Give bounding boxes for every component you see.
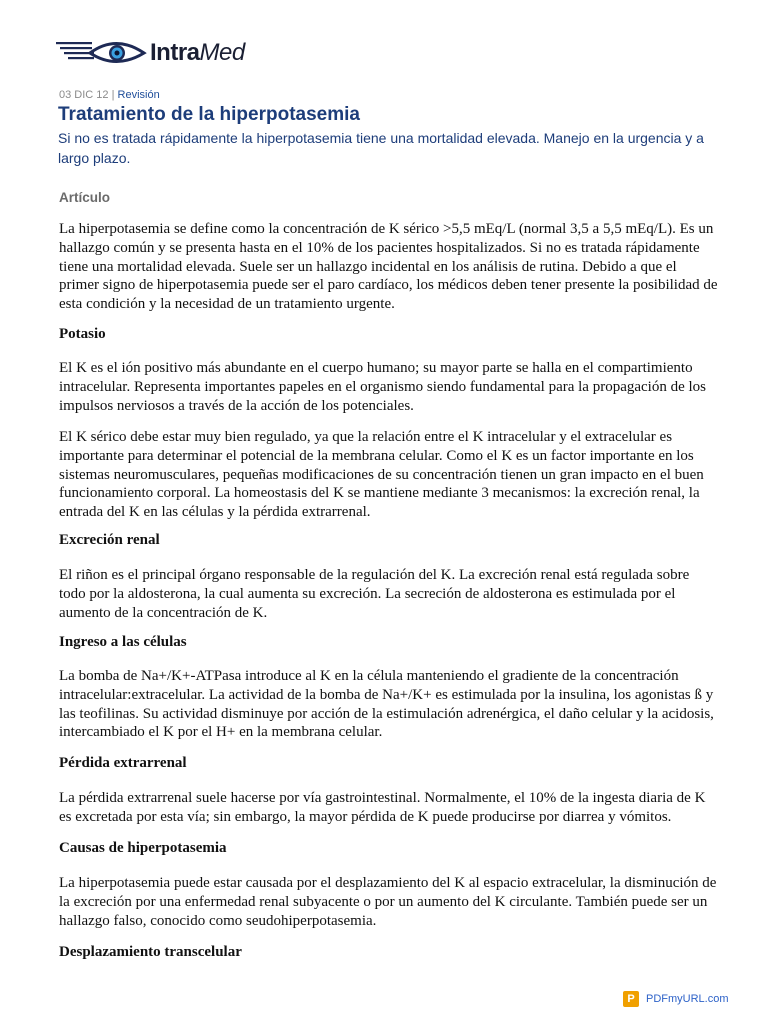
- article-title: Tratamiento de la hiperpotasemia: [58, 104, 360, 125]
- heading-causas: Causas de hiperpotasemia: [59, 840, 227, 856]
- causas-paragraph: La hiperpotasemia puede estar causada por el desplazamiento del K al espacio extracelular, la disminución de la excreción por una enfermedad renal subyacente o por un aumento del K circulante. También puede ser un hallazgo falso, conocido como seudohiperpotasemia.: [59, 875, 717, 929]
- heading-excrecion-renal: Excreción renal: [59, 532, 160, 548]
- heading-potasio: Potasio: [59, 326, 106, 342]
- pdfmyurl-footer[interactable]: [623, 991, 729, 1007]
- intramed-logo[interactable]: [56, 36, 245, 70]
- heading-perdida-extrarrenal: Pérdida extrarrenal: [59, 755, 187, 771]
- eye-logo-icon: [56, 36, 148, 70]
- heading-desplazamiento: Desplazamiento transcelular: [59, 944, 242, 960]
- pdf-icon: P: [623, 991, 639, 1007]
- logo-wordmark: IntraMed: [150, 39, 245, 66]
- article-category-link[interactable]: Revisión: [117, 89, 160, 101]
- perdida-paragraph: La pérdida extrarrenal suele hacerse por vía gastrointestinal. Normalmente, el 10% de la ingesta diaria de K es excretada por esta vía; sin embargo, la mayor pérdida de K puede producirse por diarrea y vómitos.: [59, 790, 706, 825]
- intro-paragraph: La hiperpotasemia se define como la concentración de K sérico >5,5 mEq/L (normal 3,5 a 5,5 mEq/L). Es un hallazgo común y se presenta hasta en el 10% de los pacientes hospitalizados. Si no es tratada rápidamente tiene una mortalidad elevada. Suele ser un hallazgo incidental en los análisis de rutina. Debido a que el primer signo de hiperpotasemia puede ser el paro cardíaco, los médicos deben tener presente la posibilidad de esta condición y la necesidad de un tratamiento urgente.: [59, 221, 718, 313]
- meta-separator: |: [111, 89, 115, 101]
- potasio-paragraph-2: El K sérico debe estar muy bien regulado, ya que la relación entre el K intracelular y el extracelular es importante para determinar el potencial de la membrana celular. Como el K es un factor importante en los sistemas neuromusculares, pequeñas modificaciones de su concentración tienen un gran impacto en el buen funcionamiento corporal. La homeostasis del K se mantiene mediante 3 mecanismos: la excreción renal, la entrada del K en las células y la pérdida extrarrenal.: [59, 429, 704, 521]
- pdfmyurl-link[interactable]: PDFmyURL.com: [646, 993, 729, 1005]
- article-date: 03 DIC 12: [59, 89, 109, 101]
- section-label: Artículo: [59, 190, 111, 205]
- potasio-paragraph-1: El K es el ión positivo más abundante en el cuerpo humano; su mayor parte se halla en el compartimiento intracelular. Representa importantes papeles en el organismo siendo fundamental para la propagación de los impulsos nerviosos a través de la acción de los potenciales.: [59, 360, 706, 414]
- ingreso-paragraph: La bomba de Na+/K+-ATPasa introduce al K en la célula manteniendo el gradiente de la concentración intracelular:extracelular. La actividad de la bomba de Na+/K+ es estimulada por la insulina, los agonistas ß y las teofilinas. Su actividad disminuye por acción de la estimulación adrenérgica, el daño celular y la acidosis, intercambiado el K por el H+ en la membrana celular.: [59, 668, 714, 741]
- heading-ingreso-celulas: Ingreso a las células: [59, 634, 187, 650]
- article-subtitle: Si no es tratada rápidamente la hiperpotasemia tiene una mortalidad elevada. Manejo en la urgencia y a largo plazo.: [58, 130, 704, 166]
- article-meta: [59, 89, 160, 101]
- excrecion-paragraph: El riñon es el principal órgano responsable de la regulación del K. La excreción renal está regulada sobre todo por la aldosterona, la cual aumenta su excreción. La secreción de aldosterona es estimulada por el aumento de la concentración de K.: [59, 567, 690, 621]
